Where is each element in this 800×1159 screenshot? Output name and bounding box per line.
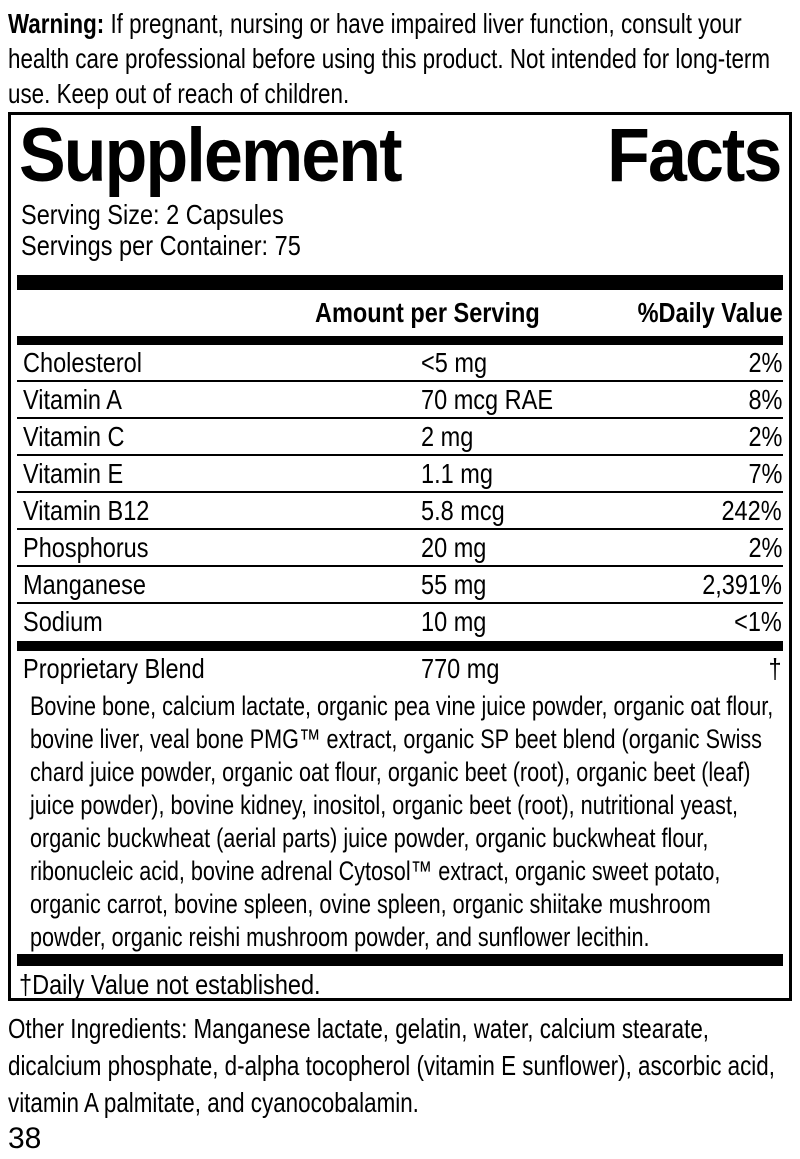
panel-title-word1: Supplement [19,113,401,198]
nutrient-amount: 70 mcg RAE [421,384,554,415]
divider-thick-top [17,275,783,290]
nutrient-row-vitamin-e [17,456,783,493]
other-ingredients-paragraph: Other Ingredients: Manganese lactate, gelatin, water, calcium stearate, dicalcium phosphate, d-alpha tocopherol (vitamin E sunflower), ascorbic acid, vitamin A palmitate, and cyanocobalamin. [8,1013,775,1118]
nutrient-dv: 2% [748,532,782,563]
nutrient-amount: 2 mg [421,421,474,452]
supplement-facts-panel [8,112,792,1001]
nutrient-row-vitamin-b12 [17,493,783,530]
nutrient-row-manganese [17,567,783,604]
divider-thick-blend [17,641,783,651]
nutrient-name: Vitamin B12 [23,495,150,526]
nutrient-name: Vitamin E [23,458,124,489]
divider-thick-header [17,336,783,345]
nutrient-name: Vitamin A [23,384,122,415]
nutrient-dv: 7% [748,458,782,489]
divider-thick-footnote [17,954,783,966]
daily-value-header: %Daily Value [637,297,783,328]
nutrient-name: Sodium [23,606,103,637]
warning-text: If pregnant, nursing or have impaired liver function, consult your health care professional before using this product. Not intended for long-term use. Keep out of reach of children. [8,8,771,109]
blend-name: Proprietary Blend [23,653,205,684]
amount-header: Amount per Serving [315,297,540,328]
nutrient-row-cholesterol [17,345,783,382]
proprietary-blend-row [17,651,783,688]
nutrient-amount: 55 mg [421,569,487,600]
nutrient-name: Phosphorus [23,532,149,563]
nutrient-amount: 5.8 mcg [421,495,505,526]
nutrient-dv: 242% [721,495,782,526]
nutrient-row-vitamin-c [17,419,783,456]
nutrient-amount: 1.1 mg [421,458,493,489]
blend-description: Bovine bone, calcium lactate, organic pea vine juice powder, organic oat flour, bovine liver, veal bone PMG™ extract, organic SP beet blend (organic Swiss chard juice powder, organic oat flour, organic beet (root), organic beet (leaf) juice powder), bovine kidney, inositol, organic beet (root), nutritional yeast, organic buckwheat (aerial parts) juice powder, organic buckwheat flour, ribonucleic acid, bovine adrenal Cytosol™ extract, organic sweet potato, organic carrot, bovine spleen, ovine spleen, organic shiitake mushroom powder, organic reishi mushroom powder, and sunflower lecithin. [30,691,774,952]
nutrient-name: Vitamin C [23,421,125,452]
nutrient-row-phosphorus [17,530,783,567]
nutrient-dv: <1% [734,606,782,637]
nutrient-name: Manganese [23,569,146,600]
panel-title [19,113,781,198]
nutrient-name: Cholesterol [23,347,142,378]
nutrient-dv: 2,391% [702,569,782,600]
nutrient-dv: 2% [748,421,782,452]
panel-title-word2: Facts [607,113,781,198]
nutrient-amount: 20 mg [421,532,487,563]
page-number: 38 [8,1122,42,1155]
daily-value-footnote: †Daily Value not established. [19,969,321,1000]
serving-size: Serving Size: 2 Capsules [21,199,284,230]
nutrient-amount: <5 mg [421,347,488,378]
nutrient-dv: 2% [748,347,782,378]
nutrient-row-vitamin-a [17,382,783,419]
nutrient-dv: 8% [748,384,782,415]
nutrient-row-sodium [17,604,783,641]
table-header [17,290,783,336]
blend-dagger: † [768,653,782,684]
warning-label: Warning: [8,8,105,39]
warning-paragraph [8,6,792,111]
servings-per-container: Servings per Container: 75 [21,230,301,261]
blend-amount: 770 mg [421,653,500,684]
nutrient-amount: 10 mg [421,606,487,637]
